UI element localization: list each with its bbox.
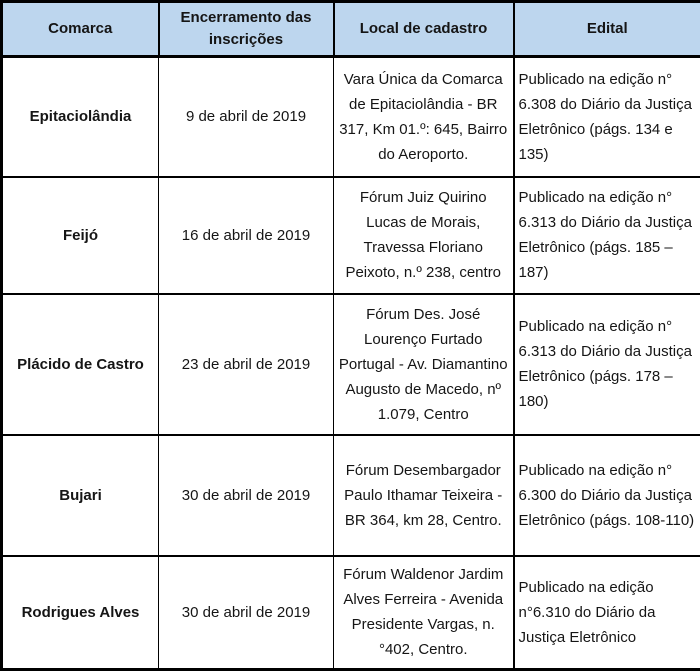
table-row	[2, 57, 700, 177]
cell-comarca: Plácido de Castro	[2, 294, 159, 435]
table-row	[2, 556, 700, 670]
cell-local: Fórum Juiz Quirino Lucas de Morais, Travessa Floriano Peixoto, n.º 238, centro	[334, 177, 514, 294]
cell-local: Fórum Desembargador Paulo Ithamar Teixeira - BR 364, km 28, Centro.	[334, 435, 514, 556]
cell-encerramento: 9 de abril de 2019	[159, 57, 334, 177]
table-row	[2, 294, 700, 435]
table-row	[2, 177, 700, 294]
cell-encerramento: 30 de abril de 2019	[159, 435, 334, 556]
cell-edital: Publicado na edição n° 6.308 do Diário da Justiça Eletrônico (págs. 134 e 135)	[514, 57, 700, 177]
header-row	[2, 2, 700, 57]
cell-local: Fórum Waldenor Jardim Alves Ferreira - Avenida Presidente Vargas, n.°402, Centro.	[334, 556, 514, 670]
header-cell-edital: Edital	[514, 2, 700, 57]
header-cell-comarca: Comarca	[2, 2, 159, 57]
cell-edital: Publicado na edição n° 6.313 do Diário da Justiça Eletrônico (págs. 185 – 187)	[514, 177, 700, 294]
header-cell-local: Local de cadastro	[334, 2, 514, 57]
cell-comarca: Bujari	[2, 435, 159, 556]
table-row	[2, 435, 700, 556]
cell-local: Vara Única da Comarca de Epitaciolândia - BR 317, Km 01.º: 645, Bairro do Aeroporto.	[334, 57, 514, 177]
cell-comarca: Feijó	[2, 177, 159, 294]
cell-encerramento: 16 de abril de 2019	[159, 177, 334, 294]
header-cell-encerramento: Encerramento das inscrições	[159, 2, 334, 57]
cell-edital: Publicado na edição n°6.310 do Diário da Justiça Eletrônico	[514, 556, 700, 670]
cell-local: Fórum Des. José Lourenço Furtado Portugal - Av. Diamantino Augusto de Macedo, nº 1.079, Centro	[334, 294, 514, 435]
cell-edital: Publicado na edição n° 6.313 do Diário da Justiça Eletrônico (págs. 178 – 180)	[514, 294, 700, 435]
cell-comarca: Rodrigues Alves	[2, 556, 159, 670]
cell-encerramento: 30 de abril de 2019	[159, 556, 334, 670]
cell-encerramento: 23 de abril de 2019	[159, 294, 334, 435]
cell-comarca: Epitaciolândia	[2, 57, 159, 177]
cell-edital: Publicado na edição n° 6.300 do Diário da Justiça Eletrônico (págs. 108-110)	[514, 435, 700, 556]
